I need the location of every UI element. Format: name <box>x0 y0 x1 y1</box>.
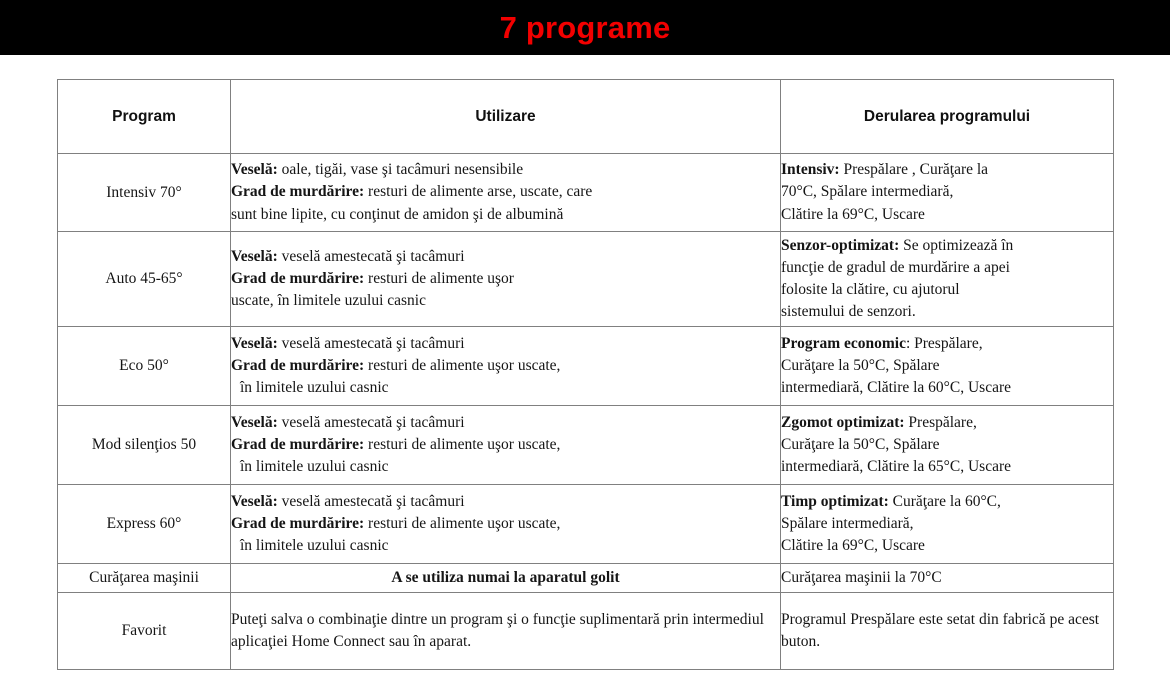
table-header <box>58 80 1114 154</box>
usage-line <box>231 159 780 181</box>
cycle-line-text: funcţie de gradul de murdărire a apei <box>781 258 1010 276</box>
usage-line <box>231 456 780 478</box>
cycle-line <box>781 235 1113 257</box>
cycle-line <box>781 491 1113 513</box>
usage-line <box>231 513 780 535</box>
cycle-line <box>781 181 1113 203</box>
usage-line-label: Veselă: <box>231 413 278 431</box>
table-row <box>58 154 1114 232</box>
cycle-line-text: Curăţare la 50°C, Spălare <box>781 435 940 453</box>
column-header-utilizare: Utilizare <box>231 80 781 154</box>
usage-line-label: Grad de murdărire: <box>231 183 365 201</box>
usage-line-label: Veselă: <box>231 492 278 510</box>
cycle-cell <box>781 327 1114 406</box>
header-row <box>58 80 1114 154</box>
usage-line-text: resturi de alimente uşor uscate, <box>364 514 561 532</box>
usage-line-text: resturi de alimente uşor <box>364 269 514 287</box>
usage-line <box>231 377 780 399</box>
usage-line <box>231 246 780 268</box>
program-table <box>57 79 1114 670</box>
usage-cell: Puteţi salva o combinaţie dintre un program şi o funcţie suplimentară prin intermediul aplicaţiei Home Connect sau în aparat. <box>231 593 781 670</box>
usage-line-text: uscate, în limitele uzului casnic <box>231 292 426 310</box>
usage-line-text: sunt bine lipite, cu conţinut de amidon şi de albumină <box>231 205 564 223</box>
program-name: Mod silenţios 50 <box>58 406 231 485</box>
cycle-line-label: Intensiv: <box>781 161 840 179</box>
cycle-line <box>781 513 1113 535</box>
usage-cell <box>231 406 781 485</box>
usage-line <box>231 434 780 456</box>
usage-line <box>231 290 780 312</box>
table-row <box>58 232 1114 327</box>
cycle-line-text: : Prespălare, <box>905 334 983 352</box>
cycle-line-text: Prespălare , Curăţare la <box>839 161 989 179</box>
program-name: Favorit <box>58 593 231 670</box>
cycle-cell <box>781 154 1114 232</box>
usage-cell <box>231 232 781 327</box>
usage-line-label: Grad de murdărire: <box>231 435 365 453</box>
cycle-line <box>781 355 1113 377</box>
usage-line-text: în limitele uzului casnic <box>240 537 389 555</box>
cycle-line <box>781 412 1113 434</box>
cycle-line-text: Prespălare, <box>904 413 977 431</box>
cycle-line-text: Spălare intermediară, <box>781 514 914 532</box>
cycle-line <box>781 434 1113 456</box>
title-banner <box>0 0 1170 55</box>
column-header-derulare: Derularea programului <box>781 80 1114 154</box>
cycle-line-text: Clătire la 69°C, Uscare <box>781 537 925 555</box>
cycle-line-text: 70°C, Spălare intermediară, <box>781 183 954 201</box>
program-name: Intensiv 70° <box>58 154 231 232</box>
program-name: Curăţarea maşinii <box>58 564 231 593</box>
program-name: Auto 45-65° <box>58 232 231 327</box>
table-row <box>58 564 1114 593</box>
cycle-line <box>781 456 1113 478</box>
usage-line-text: veselă amestecată şi tacâmuri <box>277 247 465 265</box>
usage-line-text: resturi de alimente uşor uscate, <box>364 435 561 453</box>
usage-cell <box>231 154 781 232</box>
usage-line-label: Grad de murdărire: <box>231 356 365 374</box>
usage-cell <box>231 327 781 406</box>
usage-line <box>231 204 780 226</box>
usage-line <box>231 412 780 434</box>
usage-cell: A se utiliza numai la aparatul golit <box>231 564 781 593</box>
usage-line-label: Grad de murdărire: <box>231 269 365 287</box>
usage-line-text: resturi de alimente arse, uscate, care <box>364 183 593 201</box>
cycle-cell <box>781 232 1114 327</box>
cycle-line-text: Curăţare la 50°C, Spălare <box>781 356 940 374</box>
usage-line-text: resturi de alimente uşor uscate, <box>364 356 561 374</box>
table-row <box>58 485 1114 564</box>
table-row <box>58 593 1114 670</box>
usage-line-label: Grad de murdărire: <box>231 514 365 532</box>
cycle-line-text: Clătire la 69°C, Uscare <box>781 205 925 223</box>
cycle-line-text: Se optimizează în <box>899 236 1014 254</box>
table-row <box>58 406 1114 485</box>
usage-line <box>231 491 780 513</box>
usage-line <box>231 355 780 377</box>
table-body <box>58 154 1114 670</box>
usage-line-label: Veselă: <box>231 247 278 265</box>
usage-line-text: în limitele uzului casnic <box>240 458 389 476</box>
column-header-program: Program <box>58 80 231 154</box>
program-name: Express 60° <box>58 485 231 564</box>
cycle-line <box>781 204 1113 226</box>
cycle-line-text: intermediară, Clătire la 65°C, Uscare <box>781 458 1011 476</box>
program-name: Eco 50° <box>58 327 231 406</box>
usage-line-text: în limitele uzului casnic <box>240 379 389 397</box>
cycle-line <box>781 279 1113 301</box>
cycle-line-label: Zgomot optimizat: <box>781 413 905 431</box>
cycle-cell: Curăţarea maşinii la 70°C <box>781 564 1114 593</box>
usage-line <box>231 181 780 203</box>
usage-line-text: veselă amestecată şi tacâmuri <box>277 492 465 510</box>
usage-line-text: oale, tigăi, vase şi tacâmuri nesensibile <box>277 161 524 179</box>
usage-line-text: veselă amestecată şi tacâmuri <box>277 413 465 431</box>
cycle-line-text: sistemului de senzori. <box>781 303 916 321</box>
cycle-line-text: folosite la clătire, cu ajutorul <box>781 281 960 298</box>
cycle-line <box>781 159 1113 181</box>
cycle-line <box>781 377 1113 399</box>
cycle-line-label: Senzor-optimizat: <box>781 236 900 254</box>
table-container <box>0 55 1170 670</box>
usage-cell <box>231 485 781 564</box>
cycle-cell <box>781 406 1114 485</box>
table-row <box>58 327 1114 406</box>
cycle-line-label: Timp optimizat: <box>781 492 889 510</box>
usage-line-text: veselă amestecată şi tacâmuri <box>277 334 465 352</box>
page-title: 7 programe <box>499 10 671 45</box>
cycle-line <box>781 535 1113 557</box>
cycle-line <box>781 301 1113 323</box>
usage-line-label: Veselă: <box>231 161 278 179</box>
usage-line-label: Veselă: <box>231 334 278 352</box>
cycle-line <box>781 257 1113 279</box>
cycle-line-label: Program economic <box>781 334 906 352</box>
usage-line <box>231 333 780 355</box>
cycle-cell <box>781 485 1114 564</box>
usage-line <box>231 268 780 290</box>
cycle-line-text: intermediară, Clătire la 60°C, Uscare <box>781 379 1011 397</box>
cycle-cell: Programul Prespălare este setat din fabrică pe acest buton. <box>781 593 1114 670</box>
usage-line <box>231 535 780 557</box>
cycle-line-text: Curăţare la 60°C, <box>888 492 1001 510</box>
cycle-line <box>781 333 1113 355</box>
